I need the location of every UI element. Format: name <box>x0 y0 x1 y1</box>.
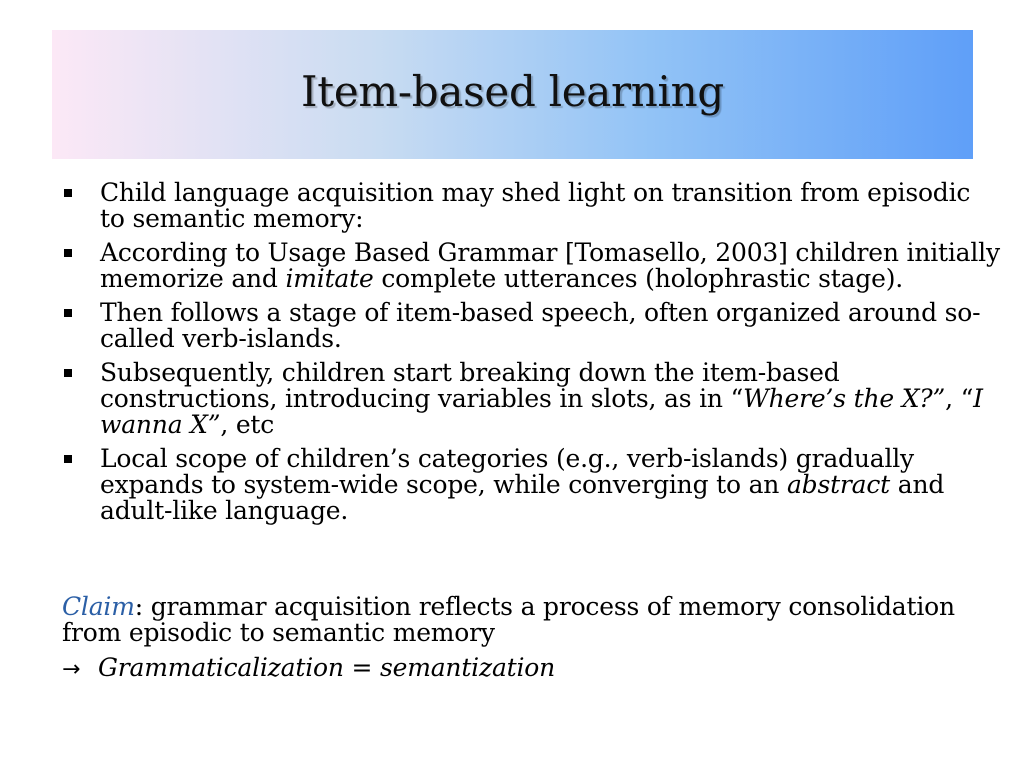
right-arrow-icon: → <box>62 657 81 682</box>
bullet-text <box>100 298 980 353</box>
claim-label: Claim <box>62 592 135 621</box>
conclusion-text: Grammaticalization = semantization <box>98 653 556 682</box>
bullet-text-part: Child language acquisition may shed light on transition from episodic to semantic memory: <box>100 178 971 233</box>
bullet-text-emphasis: abstract <box>786 470 891 499</box>
bullet-text <box>100 358 983 439</box>
bullet-item <box>62 240 1002 292</box>
square-bullet-icon <box>64 249 72 257</box>
bullet-text <box>100 238 1000 293</box>
bullet-item <box>62 180 1002 232</box>
bullet-text-emphasis: imitate <box>285 264 374 293</box>
claim-text: : grammar acquisition reflects a process of memory consolidation from episodic to semantic memory <box>62 592 955 647</box>
bullet-text-emphasis: Where’s the X?” <box>743 384 946 413</box>
bullet-text <box>100 444 944 525</box>
bullet-item <box>62 360 1002 438</box>
bullet-text <box>100 178 970 233</box>
slide-title: Item-based learning <box>300 67 725 116</box>
claim-paragraph <box>62 594 1002 646</box>
square-bullet-icon <box>64 455 72 463</box>
title-banner <box>52 30 973 159</box>
bullet-item <box>62 446 1002 524</box>
square-bullet-icon <box>64 309 72 317</box>
bullet-text-part: , etc <box>220 410 275 439</box>
conclusion-line <box>62 655 1002 683</box>
bullet-text-part: Then follows a stage of item-based speech, often organized around so-called verb-islands. <box>100 298 981 353</box>
bullet-list <box>62 180 1002 532</box>
square-bullet-icon <box>64 189 72 197</box>
bullet-item <box>62 300 1002 352</box>
square-bullet-icon <box>64 369 72 377</box>
bullet-text-emphasis: I wanna X” <box>100 384 983 439</box>
bullet-text-part: and adult-like language. <box>100 470 945 525</box>
bullet-text-part: complete utterances (holophrastic stage). <box>373 264 903 293</box>
bullet-text-part: Local scope of children’s categories (e.g., verb-islands) gradually expands to system-wide scope, while converging to an <box>100 444 914 499</box>
bullet-text-part: , “ <box>945 384 974 413</box>
bullet-text-part: According to Usage Based Grammar [Tomasello, 2003] children initially memorize and <box>100 238 1000 293</box>
bullet-text-part: Subsequently, children start breaking down the item-based constructions, introducing variables in slots, as in “ <box>100 358 840 413</box>
